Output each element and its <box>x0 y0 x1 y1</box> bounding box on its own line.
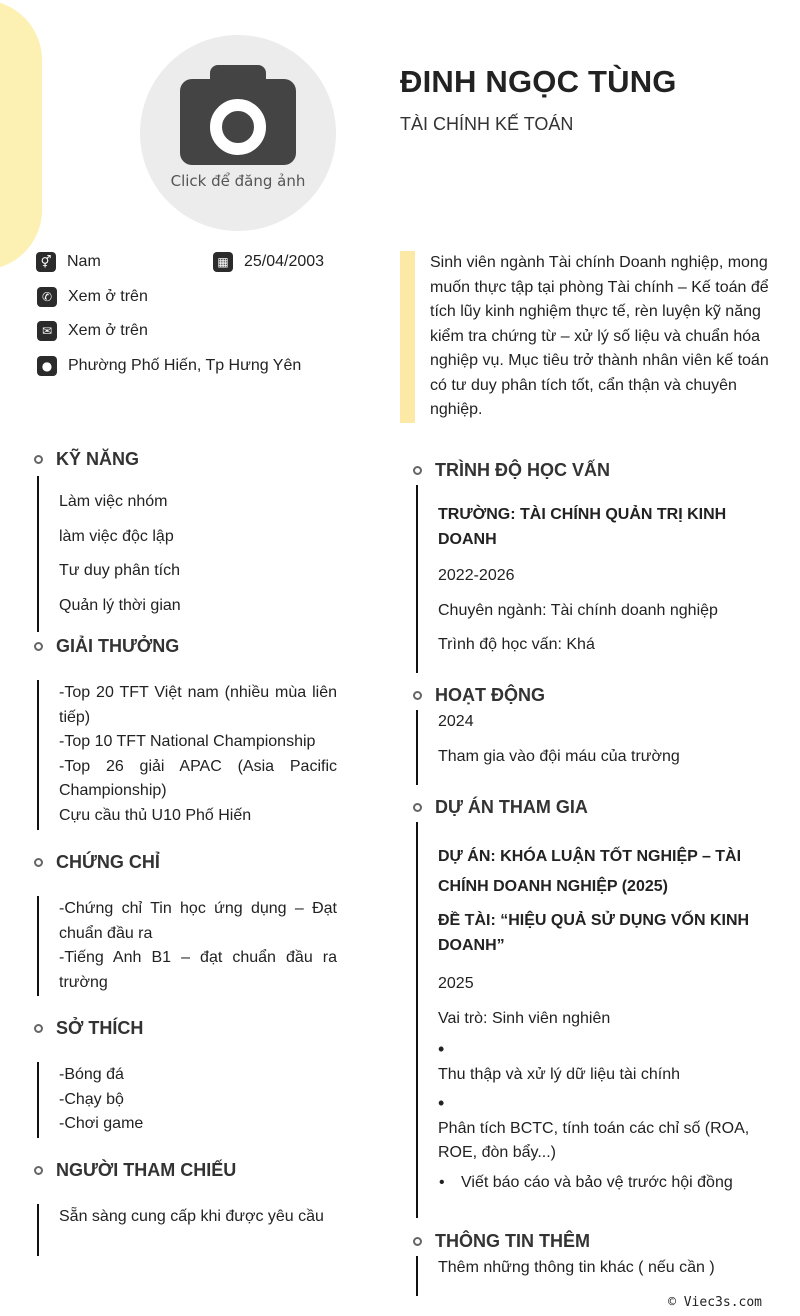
awards-list <box>59 681 337 828</box>
skill-item[interactable]: Tư duy phân tích <box>59 562 180 579</box>
birthday-value[interactable]: 25/04/2003 <box>244 253 325 270</box>
certificate-item[interactable]: -Tiếng Anh B1 – đạt chuẩn đầu ra trường <box>59 949 337 991</box>
hobby-item[interactable]: -Bóng đá <box>59 1066 124 1083</box>
section-dot-icon <box>34 858 43 867</box>
phone-value[interactable]: Xem ở trên <box>68 288 148 305</box>
hobbies-timeline-line <box>37 1062 39 1138</box>
education-title: TRÌNH ĐỘ HỌC VẤN <box>435 460 610 480</box>
location-pin-icon: ● <box>37 356 57 376</box>
gender-value[interactable]: Nam <box>67 253 101 270</box>
activities-title: HOẠT ĐỘNG <box>435 685 545 705</box>
skills-list <box>59 490 337 628</box>
hobby-item[interactable]: -Chạy bộ <box>59 1090 124 1108</box>
award-item[interactable]: -Top 20 TFT Việt nam (nhiều mùa liên tiếp) <box>59 684 337 726</box>
activity-text[interactable]: Tham gia vào đội máu của trường <box>438 748 680 765</box>
education-period[interactable]: 2022-2026 <box>438 567 515 584</box>
footer-copyright: © Viec3s.com <box>668 1295 762 1310</box>
skills-heading <box>34 449 139 470</box>
hobby-item[interactable]: -Chơi game <box>59 1115 144 1132</box>
section-dot-icon <box>413 691 422 700</box>
references-timeline-line <box>37 1204 39 1256</box>
calendar-icon: ▦ <box>213 252 233 272</box>
extra-info-body <box>438 1256 768 1280</box>
section-dot-icon <box>413 1237 422 1246</box>
projects-heading <box>413 797 588 818</box>
project-task[interactable]: Viết báo cáo và bảo vệ trước hội đồng <box>461 1174 733 1191</box>
extra-info-timeline-line <box>416 1256 418 1296</box>
project-name[interactable]: DỰ ÁN: KHÓA LUẬN TỐT NGHIỆP – TÀI CHÍNH DOANH NGHIỆP (2025) <box>438 848 742 895</box>
activities-timeline-line <box>416 710 418 785</box>
hobbies-title: SỞ THÍCH <box>56 1018 144 1038</box>
birthday-row <box>213 252 324 272</box>
career-objective[interactable]: Sinh viên ngành Tài chính Doanh nghiệp, mong muốn thực tập tại phòng Tài chính – Kế toán để tích lũy kinh nghiệm thực tế, rèn luyện kỹ năng kiểm tra chứng từ – xử lý số liệu và chuẩn hóa nghiệp vụ. Mục tiêu trở thành nhân viên kế toán có tư duy phân tích tốt, cẩn thận và chuyên nghiệp. <box>430 254 769 418</box>
decorative-accent-shape <box>0 0 42 270</box>
email-value[interactable]: Xem ở trên <box>68 322 148 339</box>
skills-timeline-line <box>37 476 39 632</box>
hobbies-list <box>59 1063 337 1137</box>
references-title: NGƯỜI THAM CHIẾU <box>56 1160 237 1180</box>
gender-icon: ⚥ <box>36 252 56 272</box>
extra-info-heading <box>413 1231 590 1252</box>
skill-item[interactable]: làm việc độc lập <box>59 527 174 545</box>
education-timeline-line <box>416 485 418 673</box>
project-task[interactable]: Phân tích BCTC, tính toán các chỉ số (ROA, ROE, đòn bẩy...) <box>438 1120 750 1161</box>
section-dot-icon <box>34 642 43 651</box>
projects-title: DỰ ÁN THAM GIA <box>435 797 588 817</box>
email-icon: ✉ <box>37 321 57 341</box>
address-row <box>37 356 301 376</box>
award-item[interactable]: -Top 10 TFT National Championship <box>59 733 316 750</box>
section-dot-icon <box>413 803 422 812</box>
award-item[interactable]: Cựu cầu thủ U10 Phố Hiến <box>59 806 252 824</box>
education-major[interactable]: Chuyên ngành: Tài chính doanh nghiệp <box>438 602 718 619</box>
project-task-row <box>438 1171 768 1195</box>
section-dot-icon <box>34 1024 43 1033</box>
skill-item[interactable]: Làm việc nhóm <box>59 493 168 510</box>
project-topic[interactable]: ĐỀ TÀI: “HIỆU QUẢ SỬ DỤNG VỐN KINH DOANH” <box>438 912 750 954</box>
activities-body <box>438 710 768 769</box>
certificates-timeline-line <box>37 896 39 996</box>
bullet-icon: • <box>438 1093 445 1113</box>
gender-row <box>36 252 101 272</box>
section-dot-icon <box>413 466 422 475</box>
project-year[interactable]: 2025 <box>438 975 474 992</box>
avatar-upload-label: Click để đăng ảnh <box>170 172 306 190</box>
candidate-name[interactable]: ĐINH NGỌC TÙNG <box>400 64 677 99</box>
references-text[interactable]: Sẵn sàng cung cấp khi được yêu cầu <box>59 1208 324 1225</box>
education-heading <box>413 460 610 481</box>
project-task[interactable]: Thu thập và xử lý dữ liệu tài chính <box>438 1066 680 1083</box>
award-item[interactable]: -Top 26 giải APAC (Asia Pacific Championship) <box>59 757 337 799</box>
extra-info-text[interactable]: Thêm những thông tin khác ( nếu cần ) <box>438 1259 715 1276</box>
education-body <box>438 502 768 657</box>
awards-timeline-line <box>37 680 39 830</box>
certificate-item[interactable]: -Chứng chỉ Tin học ứng dụng – Đạt chuẩn đầu ra <box>59 900 337 942</box>
phone-row <box>37 287 148 307</box>
section-dot-icon <box>34 455 43 464</box>
phone-icon: ✆ <box>37 287 57 307</box>
extra-info-title: THÔNG TIN THÊM <box>435 1231 590 1251</box>
avatar-upload[interactable] <box>140 35 336 231</box>
skills-title: KỸ NĂNG <box>56 449 140 469</box>
camera-lens-icon <box>210 99 266 155</box>
references-heading <box>34 1160 236 1181</box>
projects-timeline-line <box>416 822 418 1218</box>
references-body <box>59 1205 337 1230</box>
objective-accent-bar <box>400 251 415 423</box>
awards-title: GIẢI THƯỞNG <box>56 636 180 656</box>
bullet-icon: • <box>438 1039 445 1059</box>
education-school[interactable]: TRƯỜNG: TÀI CHÍNH QUẢN TRỊ KINH DOANH <box>438 506 727 548</box>
address-value[interactable]: Phường Phố Hiến, Tp Hưng Yên <box>68 357 302 374</box>
skill-item[interactable]: Quản lý thời gian <box>59 596 181 614</box>
candidate-position[interactable]: TÀI CHÍNH KẾ TOÁN <box>400 114 574 134</box>
hobbies-heading <box>34 1018 143 1039</box>
projects-body <box>438 842 768 1195</box>
certificates-list <box>59 897 337 995</box>
project-role[interactable]: Vai trò: Sinh viên nghiên <box>438 1010 611 1027</box>
bullet-icon: • <box>439 1174 445 1191</box>
section-dot-icon <box>34 1166 43 1175</box>
certificates-heading <box>34 852 160 873</box>
awards-heading <box>34 636 179 657</box>
activity-year[interactable]: 2024 <box>438 713 474 730</box>
education-level[interactable]: Trình độ học vấn: Khá <box>438 636 595 653</box>
certificates-title: CHỨNG CHỈ <box>56 852 160 872</box>
activities-heading <box>413 685 545 706</box>
email-row <box>37 321 148 341</box>
